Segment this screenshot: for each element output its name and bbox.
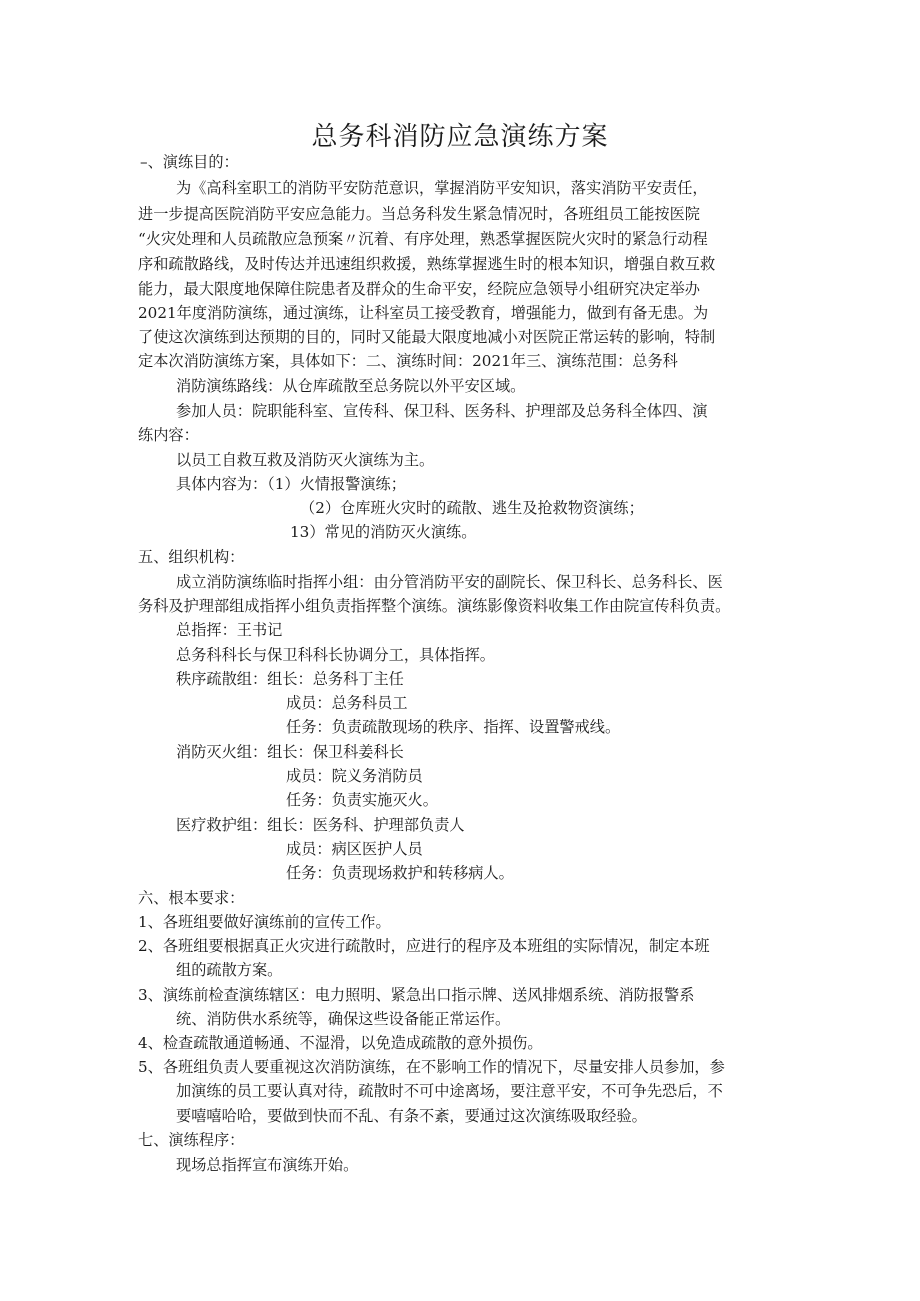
section-heading: 七、演练程序：	[138, 1131, 245, 1149]
paragraph-line: 为《高科室职工的消防平安防范意识，掌握消防平安知识，落实消防平安责任，	[176, 179, 708, 197]
requirement-line: 2、各班组要根据真正火灾进行疏散时，应进行的程序及本班组的实际情况，制定本班	[138, 937, 710, 955]
requirement-line: 5、各班组负责人要重视这次消防演练，在不影响工作的情况下，尽量安排人员参加，参	[138, 1058, 725, 1076]
paragraph-line: 参加人员：院职能科室、宣传科、保卫科、医务科、护理部及总务科全体四、演	[176, 402, 708, 420]
paragraph-line: 总指挥：王书记	[176, 621, 283, 639]
group-line: 任务：负责疏散现场的秩序、指挥、设置警戒线。	[286, 718, 621, 736]
section-heading: 五、组织机构：	[138, 548, 245, 566]
requirement-line: 1、各班组要做好演练前的宣传工作。	[138, 913, 391, 931]
list-item: （2）仓库班火灾时的疏散、逃生及抢救物资演练；	[300, 499, 644, 517]
group-line: 秩序疏散组：组长：总务科丁主任	[176, 670, 404, 688]
paragraph-line: 务科及护理部组成指挥小组负责指挥整个演练。演练影像资料收集工作由院宣传科负责。	[138, 597, 731, 615]
paragraph-line: 定本次消防演练方案，具体如下：二、演练时间：2021年三、演练范围：总务科	[138, 352, 678, 370]
requirement-line: 要嘻嘻哈哈，要做到快而不乱、有条不紊，要通过这次演练吸取经验。	[176, 1107, 647, 1125]
document-title: 总务科消防应急演练方案	[311, 122, 609, 152]
requirement-line: 组的疏散方案。	[176, 961, 283, 979]
paragraph-line: 2021年度消防演练，通过演练，让科室员工接受教育，增强能力，做到有备无患。为	[138, 304, 709, 322]
group-line: 医疗救护组：组长：医务科、护理部负责人	[176, 816, 465, 834]
paragraph-line: 进一步提高医院消防平安应急能力。当总务科发生紧急情况时，各班组员工能按医院	[138, 205, 700, 223]
group-line: 成员：总务科员工	[286, 694, 408, 712]
paragraph-line: 成立消防演练临时指挥小组：由分管消防平安的副院长、保卫科长、总务科长、医	[176, 573, 723, 591]
requirement-line: 3、演练前检查演练辖区：电力照明、紧急出口指示牌、送风排烟系统、消防报警系	[138, 986, 695, 1004]
list-item: 13）常见的消防灭火演练。	[290, 523, 477, 541]
paragraph-line: 了使这次演练到达预期的目的，同时又能最大限度地减小对医院正常运转的影响，特制	[138, 328, 716, 346]
paragraph-line: 现场总指挥宣布演练开始。	[176, 1156, 359, 1174]
paragraph-line: 练内容：	[138, 426, 199, 444]
requirement-line: 4、检查疏散通道畅通、不湿滑，以免造成疏散的意外损伤。	[138, 1034, 543, 1052]
group-line: 任务：负责现场救护和转移病人。	[286, 864, 514, 882]
paragraph-line: 能力，最大限度地保障住院患者及群众的生命平安，经院应急领导小组研究决定举办	[138, 280, 700, 298]
paragraph-line: 消防演练路线：从仓库疏散至总务院以外平安区域。	[176, 377, 526, 395]
paragraph-line: “火灾处理和人员疏散应急预案〃沉着、有序处理，熟悉掌握医院火灾时的紧急行动程	[138, 230, 708, 248]
paragraph-line: 总务科科长与保卫科科长协调分工，具体指挥。	[176, 646, 495, 664]
group-line: 成员：病区医护人员	[286, 840, 423, 858]
requirement-line: 加演练的员工要认真对待，疏散时不可中途离场，要注意平安，不可争先恐后，不	[176, 1082, 723, 1100]
section-heading: –、演练目的：	[140, 153, 239, 171]
section-heading: 六、根本要求：	[138, 889, 245, 907]
paragraph-line: 以员工自救互救及消防灭火演练为主。	[176, 451, 435, 469]
paragraph-line: 序和疏散路线，及时传达并迅速组织救援，熟练掌握逃生时的根本知识，增强自救互救	[138, 255, 716, 273]
group-line: 成员：院义务消防员	[286, 767, 423, 785]
paragraph-line: 具体内容为：（1）火情报警演练；	[176, 475, 406, 493]
group-line: 消防灭火组：组长：保卫科姜科长	[176, 743, 404, 761]
requirement-line: 统、消防供水系统等，确保这些设备能正常运作。	[176, 1010, 511, 1028]
group-line: 任务：负责实施灭火。	[286, 791, 438, 809]
